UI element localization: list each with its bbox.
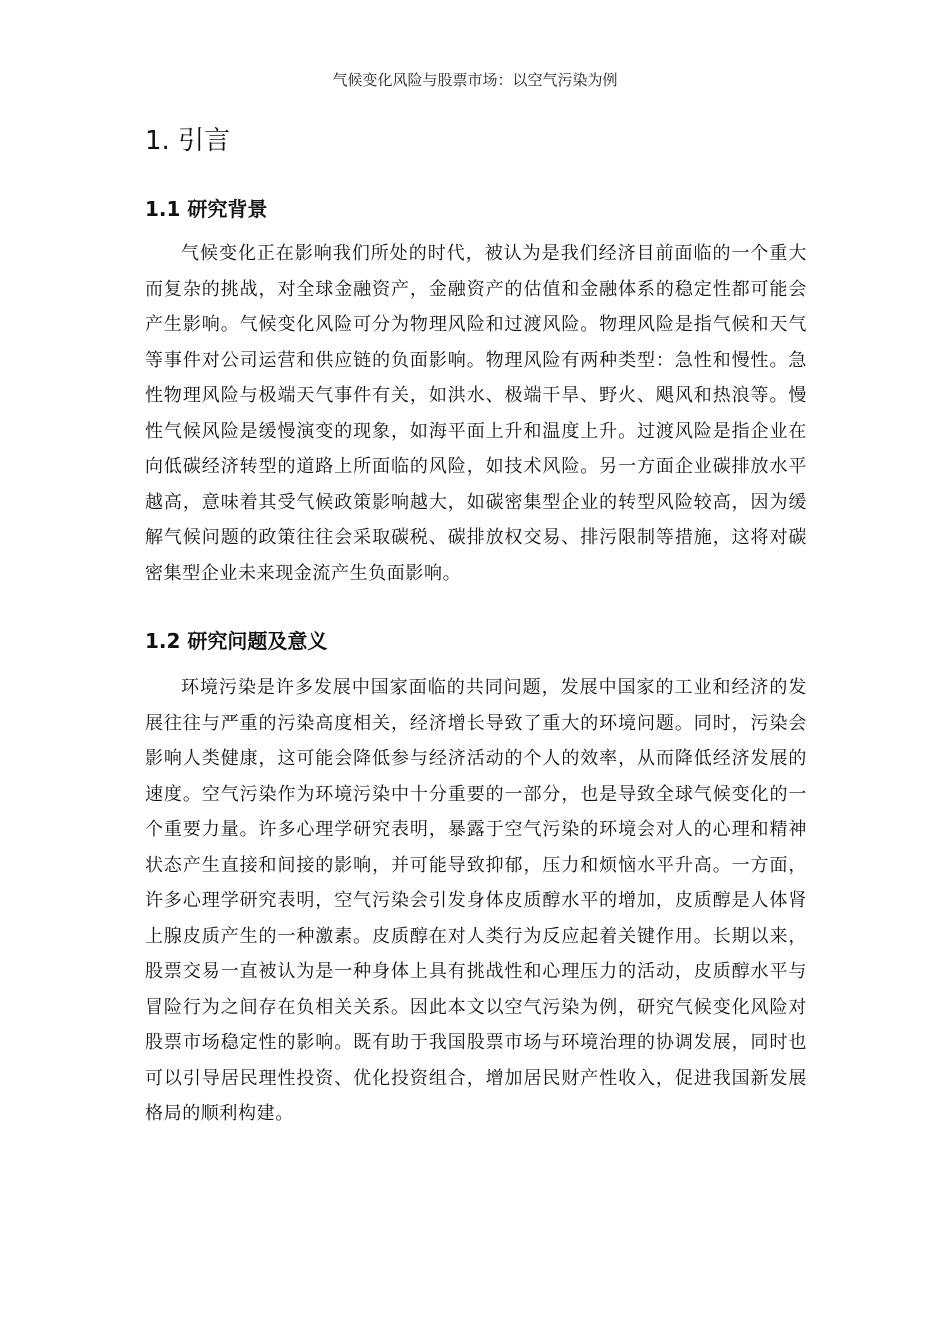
- section-paragraph-background: 气候变化正在影响我们所处的时代，被认为是我们经济目前面临的一个重大而复杂的挑战，对全球金融资产，金融资产的估值和金融体系的稳定性都可能会产生影响。气候变化风险可分为物理风险和过渡风险。物理风险是指气候和天气等事件对公司运营和供应链的负面影响。物理风险有两种类型：急性和慢性。急性物理风险与极端天气事件有关，如洪水、极端干旱、野火、飓风和热浪等。慢性气候风险是缓慢演变的现象，如海平面上升和温度上升。过渡风险是指企业在向低碳经济转型的道路上所面临的风险，如技术风险。另一方面企业碳排放水平越高，意味着其受气候政策影响越大，如碳密集型企业的转型风险较高，因为缓解气候问题的政策往往会采取碳税、碳排放权交易、排污限制等措施，这将对碳密集型企业未来现金流产生负面影响。: [145, 243, 807, 584]
- section-heading-background: 1.1 研究背景: [145, 197, 268, 221]
- running-header: 气候变化风险与股票市场：以空气污染为例: [332, 71, 618, 89]
- section-paragraph-research-question: 环境污染是许多发展中国家面临的共同问题，发展中国家的工业和经济的发展往往与严重的污染高度相关，经济增长导致了重大的环境问题。同时，污染会影响人类健康，这可能会降低参与经济活动的个人的效率，从而降低经济发展的速度。空气污染作为环境污染中十分重要的一部分，也是导致全球气候变化的一个重要力量。许多心理学研究表明，暴露于空气污染的环境会对人的心理和精神状态产生直接和间接的影响，并可能导致抑郁，压力和烦恼水平升高。一方面，许多心理学研究表明，空气污染会引发身体皮质醇水平的增加，皮质醇是人体肾上腺皮质产生的一种激素。皮质醇在对人类行为反应起着关键作用。长期以来，股票交易一直被认为是一种身体上具有挑战性和心理压力的活动，皮质醇水平与冒险行为之间存在负相关关系。因此本文以空气污染为例，研究气候变化风险对股票市场稳定性的影响。既有助于我国股票市场与环境治理的协调发展，同时也可以引导居民理性投资、优化投资组合，增加居民财产性收入，促进我国新发展格局的顺利构建。: [145, 677, 807, 1124]
- chapter-title: 1. 引言: [145, 126, 231, 156]
- section-heading-research-question: 1.2 研究问题及意义: [145, 629, 328, 653]
